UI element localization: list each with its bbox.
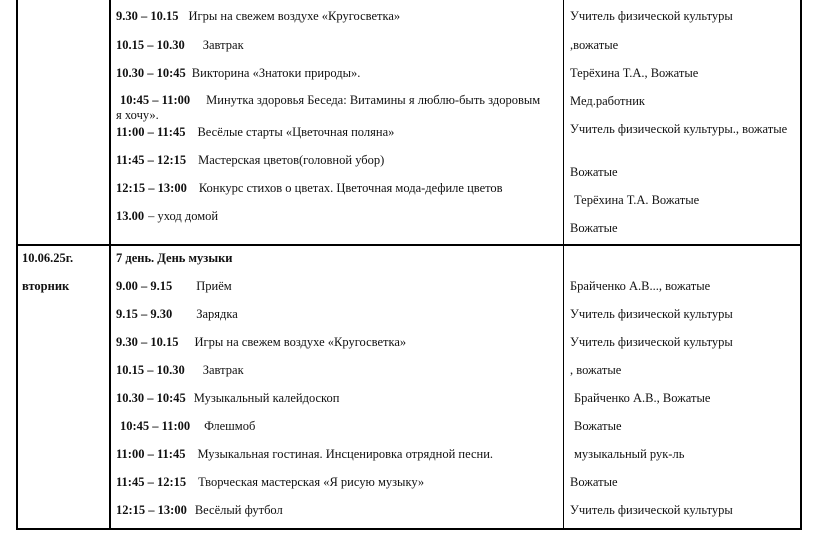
activity-time-desc: 10:45 – 11:00 Минутка здоровья Беседа: Витамины я люблю-быть здоровым я хочу». <box>116 93 541 122</box>
activity-time-desc: 10.30 – 10:45 Викторина «Знатоки природы». <box>116 66 361 80</box>
responsible: , вожатые <box>570 363 622 377</box>
responsible: Терёхина Т.А. Вожатые <box>574 193 700 207</box>
responsible: Терёхина Т.А., Вожатые <box>570 66 699 80</box>
row-divider <box>16 244 802 246</box>
table-border-left <box>16 0 18 530</box>
activity-time-desc: 9.30 – 10.15 Игры на свежем воздухе «Кругосветка» <box>116 335 407 349</box>
activity-time-desc: 12:15 – 13:00 Весёлый футбол <box>116 503 283 517</box>
responsible: ,вожатые <box>570 38 619 52</box>
weekday-cell: вторник <box>22 279 70 293</box>
responsible: Учитель физической культуры <box>570 9 733 23</box>
column-divider-1 <box>109 0 111 530</box>
responsible: Вожатые <box>574 419 622 433</box>
responsible: Вожатые <box>570 475 618 489</box>
column-divider-2 <box>563 0 564 530</box>
date-cell: 10.06.25г. <box>22 251 74 265</box>
activity-time-desc: 11:00 – 11:45 Музыкальная гостиная. Инсценировка отрядной песни. <box>116 447 494 461</box>
responsible: Учитель физической культуры., вожатые <box>570 122 788 136</box>
responsible: Учитель физической культуры <box>570 503 733 517</box>
responsible: Брайченко А.В..., вожатые <box>570 279 711 293</box>
activity-time-desc: 11:45 – 12:15 Мастерская цветов(головной убор) <box>116 153 385 167</box>
day-title: 7 день. День музыки <box>116 251 233 265</box>
responsible: Вожатые <box>570 221 618 235</box>
responsible: Учитель физической культуры <box>570 335 733 349</box>
activity-time-desc: 11:45 – 12:15 Творческая мастерская «Я рисую музыку» <box>116 475 425 489</box>
responsible: Учитель физической культуры <box>570 307 733 321</box>
activity-time-desc: 10:45 – 11:00 Флешмоб <box>120 419 256 433</box>
activity-time-desc: 9.30 – 10.15 Игры на свежем воздухе «Кругосветка» <box>116 9 401 23</box>
table-border-right <box>800 0 802 530</box>
responsible: Мед.работник <box>570 94 645 108</box>
activity-time-desc: 12:15 – 13:00 Конкурс стихов о цветах. Цветочная мода-дефиле цветов <box>116 181 503 195</box>
activity-time-desc: 9.00 – 9.15 Приём <box>116 279 232 293</box>
responsible: Брайченко А.В., Вожатые <box>574 391 711 405</box>
responsible: Вожатые <box>570 165 618 179</box>
activity-time-desc: 10.15 – 10.30 Завтрак <box>116 363 244 377</box>
activity-time-desc: 11:00 – 11:45 Весёлые старты «Цветочная поляна» <box>116 125 395 139</box>
activity-time-desc: 9.15 – 9.30 Зарядка <box>116 307 238 321</box>
activity-time-desc: 13.00 – уход домой <box>116 209 219 223</box>
responsible: музыкальный рук-ль <box>574 447 685 461</box>
table-border-bottom <box>16 528 802 530</box>
activity-time-desc: 10.30 – 10:45 Музыкальный калейдоскоп <box>116 391 340 405</box>
activity-time-desc: 10.15 – 10.30 Завтрак <box>116 38 244 52</box>
